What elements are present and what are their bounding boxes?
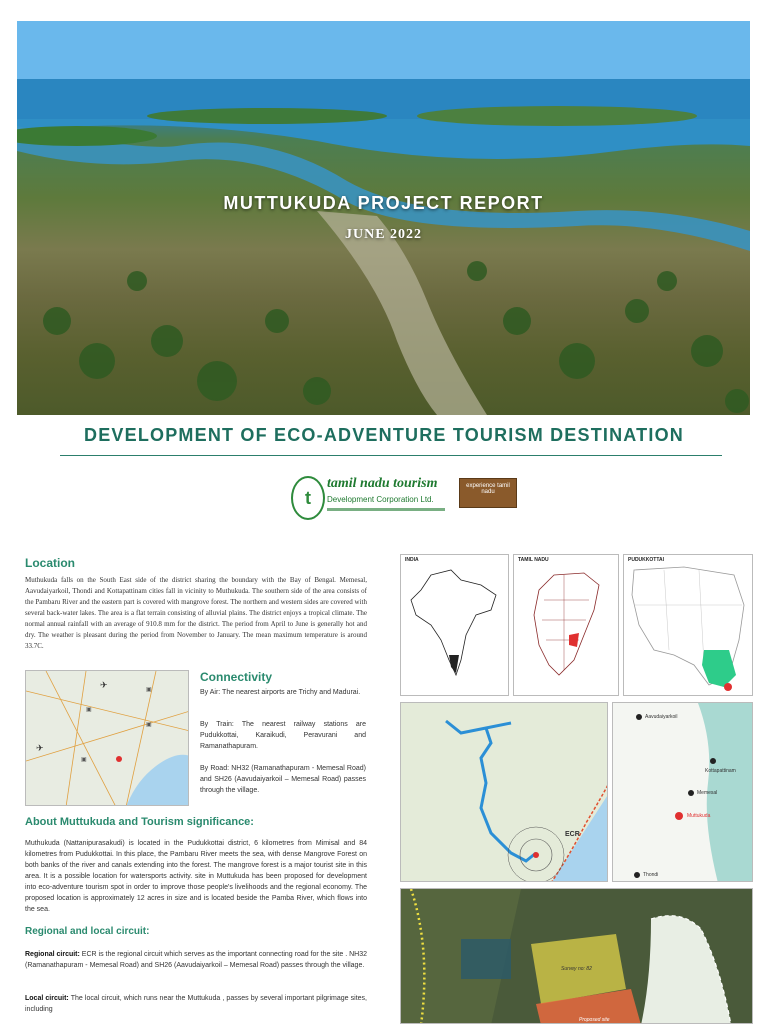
connectivity-map <box>25 670 189 806</box>
logo-subtitle: Development Corporation Ltd. <box>327 495 434 504</box>
about-text: Muthukuda (Nattanipurasakudi) is located in the Pudukkottai district, 6 kilometres from Mimisal and 84 kilometres from Pudukkottai. In this place, the Pambaru River meets the sea, with dense Mangrove Forest on both banks of the river and canals extending into the forest. The mangrove forest is a major tourist site in this area. It is a possible location for watersports activity. site in Muttukuda has been proposed for development into eco-adventure tourism spot in order to improve those people's livelihoods and the regional economy. The proposed location is approximately 12 acres in size and is located beside the Pamba River, which flows into the sea. <box>25 840 367 913</box>
svg-text:✈: ✈ <box>36 743 44 753</box>
pudukkottai-map <box>623 554 753 696</box>
kottapattinam-label: Kottapattinam <box>705 768 736 774</box>
report-title: MUTTUKUDA PROJECT REPORT <box>223 193 544 213</box>
local-circuit-text <box>25 993 367 1015</box>
regional-circuit-body: ECR is the regional circuit which serves as the important connecting road for the site . NH32 (Ramanathapuram - Memesal Road) and SH26 (Aavudaiyarkoil – Memesal Road) passes through the village. <box>25 951 367 969</box>
road-text: By Road: NH32 (Ramanathapuram - Memesal Road) and SH26 (Aavudaiyarkoil – Memesal Road) passes through the village. <box>200 765 366 794</box>
connectivity-heading: Connectivity <box>200 670 273 684</box>
location-heading: Location <box>25 556 75 570</box>
air-text: By Air: The nearest airports are Trichy and Madurai. <box>200 689 361 696</box>
svg-text:✈: ✈ <box>100 680 108 690</box>
tamil-nadu-map-label: TAMIL NADU <box>518 557 549 563</box>
site-satellite-map <box>400 888 753 1024</box>
route-map <box>400 702 608 882</box>
coastal-map <box>612 702 753 882</box>
report-date: JUNE 2022 <box>344 227 423 242</box>
main-title: DEVELOPMENT OF ECO-ADVENTURE TOURISM DESTINATION <box>84 425 684 445</box>
ecr-label: ECR <box>565 831 580 838</box>
svg-text:▣: ▣ <box>146 687 152 693</box>
regional-circuit-text <box>25 949 367 971</box>
logo-name: tamil nadu tourism <box>327 476 438 491</box>
logo-tamil-text <box>327 507 447 515</box>
memesal-label: Memesal <box>697 790 718 796</box>
train-text: By Train: The nearest railway stations are Pudukkottai, Karaikudi, Peravurani and Ramanathapuram. <box>200 721 366 750</box>
pudukkottai-map-label: PUDUKKOTTAI <box>628 557 665 563</box>
svg-text:▣: ▣ <box>146 722 152 728</box>
tamil-nadu-map <box>513 554 619 696</box>
regional-circuit-label: Regional circuit: <box>25 951 80 958</box>
location-text: Muthukuda falls on the South East side of the district sharing the boundary with the Bay of Bengal. Memesal, Aavudaiyarkoil, Thondi and Kottapattinam cities fall in vicinity to Muthukuda. The southern side of the area consists of the Pambaru River and the eastern part is covered with mangrove forest. The northern and western sides are covered with several back-water lakes. The area is a flat terrain consisting of alluvial plains. The district enjoys a tropical climate. The normal annual rainfall with an average of 910.8 mm for the district. The period from April to June is generally hot and dry. The weather is pleasant during the period from November to January. The mean maximum temperature is around 33.7C. <box>25 576 367 650</box>
india-map-label: INDIA <box>405 557 419 563</box>
local-circuit-label: Local circuit: <box>25 995 69 1002</box>
ttdc-logo <box>291 474 517 524</box>
logo-emblem-icon: t <box>291 476 325 520</box>
cover-photo <box>17 21 750 415</box>
india-map <box>400 554 509 696</box>
muttukuda-label: Muttukuda <box>687 813 711 819</box>
survey-label: Survey no: 82 <box>561 966 592 972</box>
landscape-illustration <box>17 21 750 415</box>
svg-text:▣: ▣ <box>86 707 92 713</box>
experience-tamil-nadu-logo: experience tamil nadu <box>459 478 517 508</box>
thondi-label: Thondi <box>643 872 659 878</box>
regional-heading: Regional and local circuit: <box>25 926 150 937</box>
proposed-site-label: Proposed site <box>579 1017 610 1023</box>
svg-text:▣: ▣ <box>81 757 87 763</box>
local-circuit-body: The local circuit, which runs near the Muttukuda , passes by several important pilgrimage sites, including <box>25 995 367 1013</box>
aavudaiyarkoil-label: Aavudaiyarkoil <box>645 714 678 720</box>
title-divider <box>60 455 722 456</box>
about-heading: About Muttukuda and Tourism significance: <box>25 816 254 828</box>
